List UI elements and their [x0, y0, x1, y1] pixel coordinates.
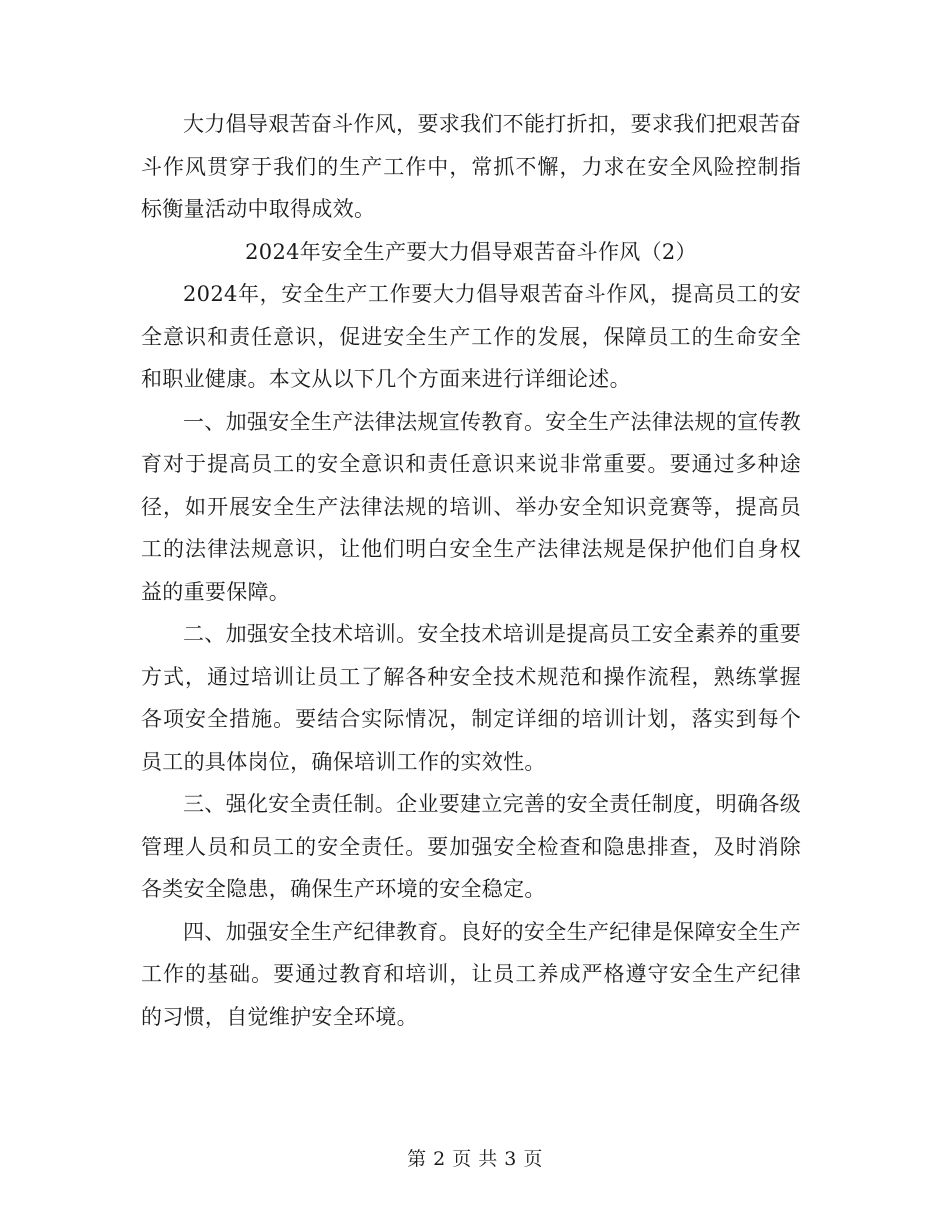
- paragraph-point-1: 一、加强安全生产法律法规宣传教育。安全生产法律法规的宣传教育对于提高员工的安全意识和责任意识来说非常重要。要通过多种途径，如开展安全生产法律法规的培训、举办安全知识竞赛等，提高员工的法律法规意识，让他们明白安全生产法律法规是保护他们自身权益的重要保障。: [141, 409, 801, 604]
- paragraph-point-4: 四、加强安全生产纪律教育。良好的安全生产纪律是保障安全生产工作的基础。要通过教育和培训，让员工养成严格遵守安全生产纪律的习惯，自觉维护安全环境。: [141, 919, 801, 1029]
- page-number-footer: 第 2 页 共 3 页: [407, 1148, 543, 1170]
- section-heading: 2024年安全生产要大力倡导艰苦奋斗作风（2）: [245, 239, 697, 264]
- paragraph-overview: 2024年，安全生产工作要大力倡导艰苦奋斗作风，提高员工的安全意识和责任意识，促进安全生产工作的发展，保障员工的生命安全和职业健康。本文从以下几个方面来进行详细论述。: [141, 282, 801, 391]
- document-body: [141, 103, 801, 1038]
- paragraph-point-2: 二、加强安全技术培训。安全技术培训是提高员工安全素养的重要方式，通过培训让员工了解各种安全技术规范和操作流程，熟练掌握各项安全措施。要结合实际情况，制定详细的培训计划，落实到每个员工的具体岗位，确保培训工作的实效性。: [141, 622, 801, 774]
- paragraph-intro-continued: 大力倡导艰苦奋斗作风，要求我们不能打折扣，要求我们把艰苦奋斗作风贯穿于我们的生产工作中，常抓不懈，力求在安全风险控制指标衡量活动中取得成效。: [141, 112, 801, 221]
- paragraph-point-3: 三、强化安全责任制。企业要建立完善的安全责任制度，明确各级管理人员和员工的安全责任。要加强安全检查和隐患排查，及时消除各类安全隐患，确保生产环境的安全稳定。: [141, 792, 801, 901]
